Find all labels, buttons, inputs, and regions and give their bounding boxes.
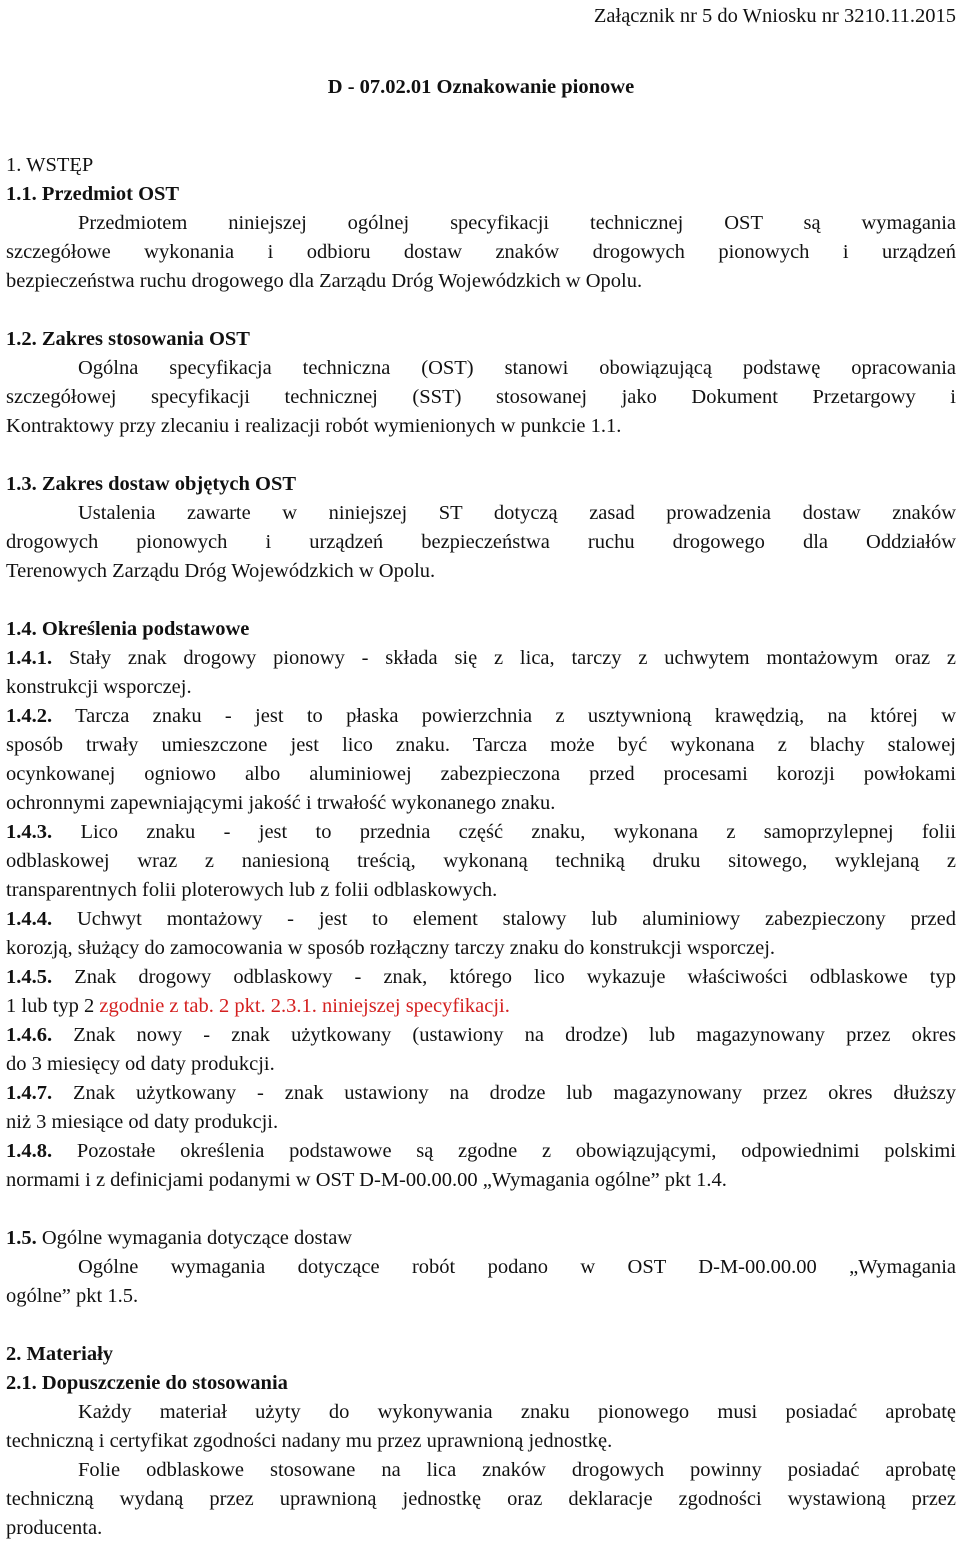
definition-text: Znak użytkowany - znak ustawiony na drodze lub magazynowany przez okres dłuższy bbox=[73, 1082, 957, 1104]
definition-number: 1.4.5. bbox=[6, 966, 53, 988]
section-1-2-line-3: Kontraktowy przy zlecaniu i realizacji robót wymienionych w punkcie 1.1. bbox=[6, 415, 622, 437]
section-2-1-heading: 2.1. Dopuszczenie do stosowania bbox=[6, 1372, 288, 1394]
section-1-2-title: Zakres stosowania OST bbox=[41, 328, 250, 350]
section-1-3-heading: 1.3. Zakres dostaw objętych OST bbox=[6, 473, 297, 495]
section-2-1-paragraph-2-line-2: techniczną wydaną przez uprawnioną jednostkę oraz deklaracje zgodności wystawioną przez bbox=[6, 1488, 956, 1510]
section-1-5-title: Ogólne wymagania dotyczące dostaw bbox=[41, 1227, 353, 1249]
section-1-5-heading bbox=[6, 1224, 352, 1253]
section-1-2-line-2: szczegółowej specyfikacji technicznej (SST) stosowanej jako Dokument Przetargowy i bbox=[6, 386, 956, 408]
definition-1-4-2-line-3: ocynkowanej ogniowo albo aluminiowej zabezpieczona przed procesami korozji powłokami bbox=[6, 763, 956, 785]
section-1-heading: 1. WSTĘP bbox=[6, 154, 94, 176]
specification-reference: zgodnie z tab. 2 pkt. 2.3.1. niniejszej specyfikacji. bbox=[99, 995, 510, 1017]
section-1-1-line-3: bezpieczeństwa ruchu drogowego dla Zarządu Dróg Wojewódzkich w Opolu. bbox=[6, 270, 643, 292]
definition-text: Znak nowy - znak użytkowany (ustawiony na drodze) lub magazynowany przez okres bbox=[73, 1024, 956, 1046]
section-1-1-line-1: Przedmiotem niniejszej ogólnej specyfikacji technicznej OST są wymagania bbox=[78, 212, 956, 234]
definition-1-4-7-line-1 bbox=[6, 1079, 956, 1108]
definition-1-4-7-line-2: niż 3 miesiące od daty produkcji. bbox=[6, 1111, 279, 1133]
definition-number: 1.4.3. bbox=[6, 821, 53, 843]
section-1-5-line-1: Ogólne wymagania dotyczące robót podano w OST D-M-00.00.00 „Wymagania bbox=[78, 1256, 956, 1278]
definition-text: 1 lub typ 2 bbox=[6, 995, 100, 1017]
definition-text: Znak drogowy odblaskowy - znak, którego lico wykazuje właściwości odblaskowe typ bbox=[74, 966, 956, 988]
definition-number: 1.4.1. bbox=[6, 647, 53, 669]
definition-number: 1.4.4. bbox=[6, 908, 53, 930]
section-1-1-line-2: szczegółowe wykonania i odbioru dostaw znaków drogowych pionowych i urządzeń bbox=[6, 241, 956, 263]
section-2-1-paragraph-1-line-1: Każdy materiał użyty do wykonywania znaku pionowego musi posiadać aprobatę bbox=[78, 1401, 956, 1423]
definition-1-4-3-line-3: transparentnych folii ploterowych lub z folii odblaskowych. bbox=[6, 879, 498, 901]
definition-1-4-3-line-2: odblaskowej wraz z naniesioną treścią, wykonaną techniką druku sitowego, wyklejaną z bbox=[6, 850, 956, 872]
definition-text: Pozostałe określenia podstawowe są zgodne z obowiązującymi, odpowiednimi polskimi bbox=[76, 1140, 957, 1162]
section-1-2-number: 1.2. bbox=[6, 328, 37, 350]
attachment-note: Załącznik nr 5 do Wniosku nr 3210.11.2015 bbox=[593, 5, 956, 27]
definition-text: Uchwyt montażowy - jest to element stalowy lub aluminiowy zabezpieczony przed bbox=[76, 908, 956, 930]
definition-1-4-6-line-1 bbox=[6, 1021, 956, 1050]
definition-text: Tarcza znaku - jest to płaska powierzchnia z usztywnioną krawędzią, na której w bbox=[75, 705, 956, 727]
section-2-1-paragraph-1-line-2: techniczną i certyfikat zgodności nadany mu przez uprawnioną jednostkę. bbox=[6, 1430, 613, 1452]
definition-1-4-3-line-1 bbox=[6, 818, 956, 847]
definition-number: 1.4.8. bbox=[6, 1140, 53, 1162]
definition-1-4-8-line-1 bbox=[6, 1137, 956, 1166]
definition-number: 1.4.2. bbox=[6, 705, 53, 727]
definition-number: 1.4.7. bbox=[6, 1082, 53, 1104]
definition-1-4-2-line-4: ochronnymi zapewniającymi jakość i trwałość wykonanego znaku. bbox=[6, 792, 556, 814]
definition-1-4-4-line-2: korozją, służący do zamocowania w sposób rozłączny tarczy znaku do konstrukcji wsporczej. bbox=[6, 937, 776, 959]
definition-number: 1.4.6. bbox=[6, 1024, 53, 1046]
section-2-1-paragraph-2-line-3: producenta. bbox=[6, 1517, 103, 1539]
section-1-3-line-3: Terenowych Zarządu Dróg Wojewódzkich w Opolu. bbox=[6, 560, 436, 582]
document-title: D - 07.02.01 Oznakowanie pionowe bbox=[327, 76, 635, 98]
section-1-4-heading: 1.4. Określenia podstawowe bbox=[6, 618, 250, 640]
definition-1-4-1-line-1 bbox=[6, 644, 956, 673]
definition-1-4-4-line-1 bbox=[6, 905, 956, 934]
definition-1-4-1-line-2: konstrukcji wsporczej. bbox=[6, 676, 192, 698]
definition-text: Lico znaku - jest to przednia część znaku, wykonana z samoprzylepnej folii bbox=[80, 821, 957, 843]
section-1-5-line-2: ogólne” pkt 1.5. bbox=[6, 1285, 139, 1307]
section-1-1-heading: 1.1. Przedmiot OST bbox=[6, 183, 180, 205]
definition-1-4-6-line-2: do 3 miesięcy od daty produkcji. bbox=[6, 1053, 275, 1075]
section-2-1-paragraph-2-line-1: Folie odblaskowe stosowane na lica znaków drogowych powinny posiadać aprobatę bbox=[78, 1459, 956, 1481]
section-1-2-heading bbox=[6, 325, 250, 354]
section-1-5-number: 1.5. bbox=[6, 1227, 37, 1249]
section-1-3-line-2: drogowych pionowych i urządzeń bezpieczeństwa ruchu drogowego dla Oddziałów bbox=[6, 531, 956, 553]
section-1-3-line-1: Ustalenia zawarte w niniejszej ST dotyczą zasad prowadzenia dostaw znaków bbox=[78, 502, 956, 524]
section-2-heading: 2. Materiały bbox=[6, 1343, 114, 1365]
definition-1-4-2-line-2: sposób trwały umieszczone jest lico znaku. Tarcza może być wykonana z blachy stalowej bbox=[6, 734, 956, 756]
section-1-2-line-1: Ogólna specyfikacja techniczna (OST) stanowi obowiązującą podstawę opracowania bbox=[78, 357, 956, 379]
definition-1-4-2-line-1 bbox=[6, 702, 956, 731]
definition-1-4-5-line-1 bbox=[6, 963, 956, 992]
definition-1-4-5-line-2 bbox=[6, 992, 510, 1021]
definition-1-4-8-line-2: normami i z definicjami podanymi w OST D-M-00.00.00 „Wymagania ogólne” pkt 1.4. bbox=[6, 1169, 727, 1191]
definition-text: Stały znak drogowy pionowy - składa się z lica, tarczy z uchwytem montażowym oraz z bbox=[68, 647, 957, 669]
